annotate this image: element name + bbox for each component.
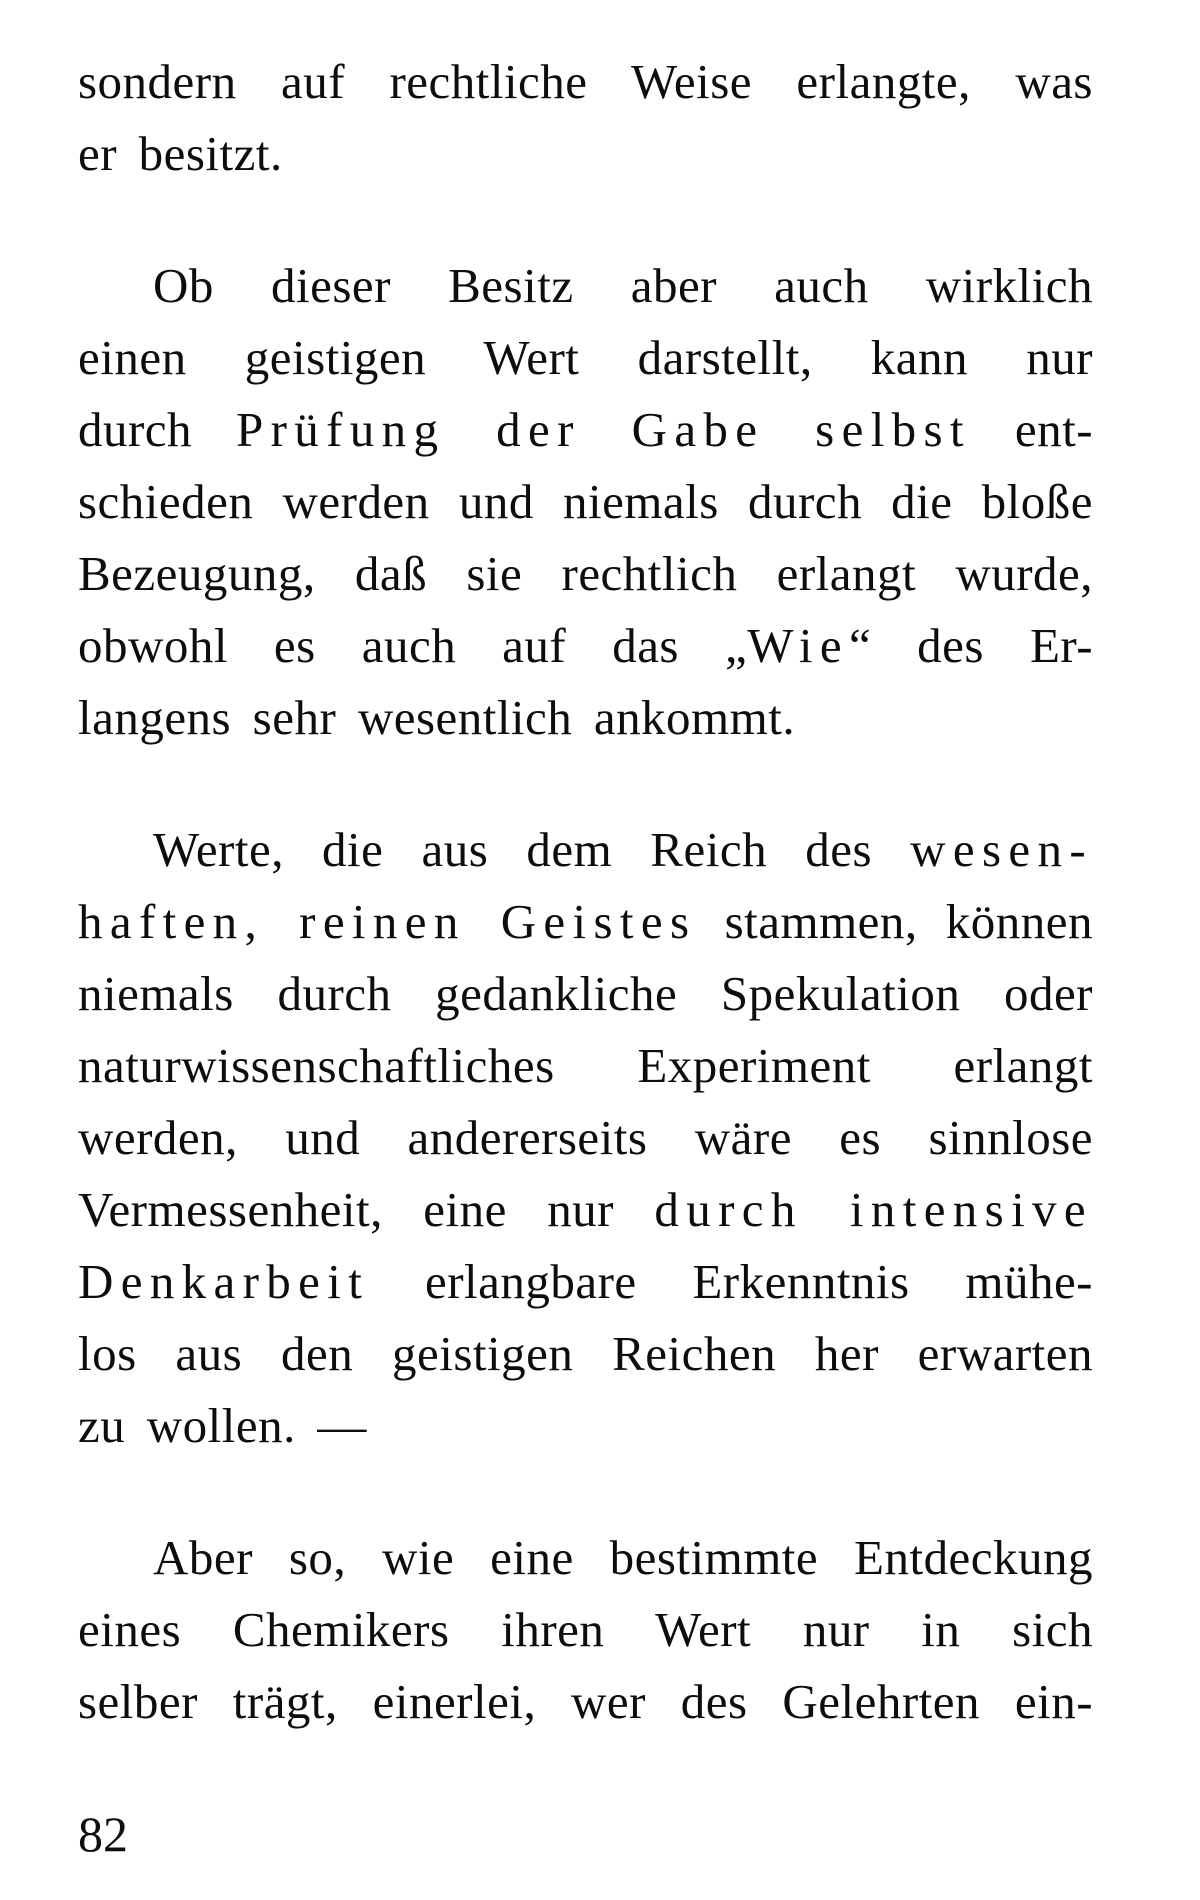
text-line [78,1666,1093,1738]
text-segment: sondern auf rechtliche Weise erlangte, was [78,54,1093,109]
text-segment: naturwissenschaftliches Experiment erlangt [78,1038,1093,1093]
paragraph [78,46,1093,190]
text-line [78,886,1093,958]
text-line [78,1390,1093,1462]
text-segment: Ob dieser Besitz aber auch wirklich [153,258,1093,313]
emphasized-text-segment: Denkarbeit [78,1254,370,1309]
text-segment: los aus den geistigen Reichen her erwarten [78,1326,1093,1381]
text-line [78,250,1093,322]
emphasized-text-segment: Prüfung der Gabe selbst [235,402,971,457]
text-line [78,466,1093,538]
paragraph [78,250,1093,754]
text-line [78,1174,1093,1246]
emphasized-text-segment: haften, reinen Geistes [78,894,697,949]
text-segment: Vermessenheit, eine nur [78,1182,655,1237]
paragraph [78,814,1093,1462]
text-segment: zu wollen. — [78,1398,367,1453]
text-segment: Aber so, wie eine bestimmte Entdeckung [153,1530,1093,1585]
paragraph [78,1522,1093,1738]
emphasized-text-segment: wesen- [910,822,1093,877]
text-segment: Bezeugung, daß sie rechtlich erlangt wurde, [78,546,1093,601]
text-line [78,394,1093,466]
text-segment: er besitzt. [78,126,283,181]
text-segment: schieden werden und niemals durch die bloße [78,474,1093,529]
text-line [78,538,1093,610]
text-block [78,46,1093,1738]
text-line [78,682,1093,754]
text-segment: eines Chemikers ihren Wert nur in sich [78,1602,1093,1657]
text-segment: durch [78,402,236,457]
text-line [78,814,1093,886]
page-number: 82 [78,1806,128,1862]
emphasized-text-segment: Wie [747,618,849,673]
text-line [78,322,1093,394]
text-line [78,1594,1093,1666]
text-segment: “ des Er- [848,618,1094,673]
text-segment: obwohl es auch auf das „ [78,618,748,673]
text-line [78,1102,1093,1174]
text-line [78,46,1093,118]
text-segment: werden, und andererseits wäre es sinnlose [78,1110,1093,1165]
text-segment: erlangbare Erkenntnis mühe- [369,1254,1093,1309]
text-line [78,610,1093,682]
text-segment: selber trägt, einerlei, wer des Gelehrten ein- [78,1674,1093,1729]
text-segment: langens sehr wesentlich ankommt. [78,690,796,745]
emphasized-text-segment: durch intensive [654,1182,1093,1237]
text-line [78,118,1093,190]
text-segment: niemals durch gedankliche Spekulation oder [78,966,1093,1021]
text-segment: Werte, die aus dem Reich des [153,822,911,877]
text-line [78,958,1093,1030]
text-segment: ent- [970,402,1094,457]
text-line [78,1246,1093,1318]
text-segment: stammen, können [696,894,1093,949]
text-line [78,1522,1093,1594]
text-line [78,1030,1093,1102]
text-segment: einen geistigen Wert darstellt, kann nur [78,330,1093,385]
text-line [78,1318,1093,1390]
